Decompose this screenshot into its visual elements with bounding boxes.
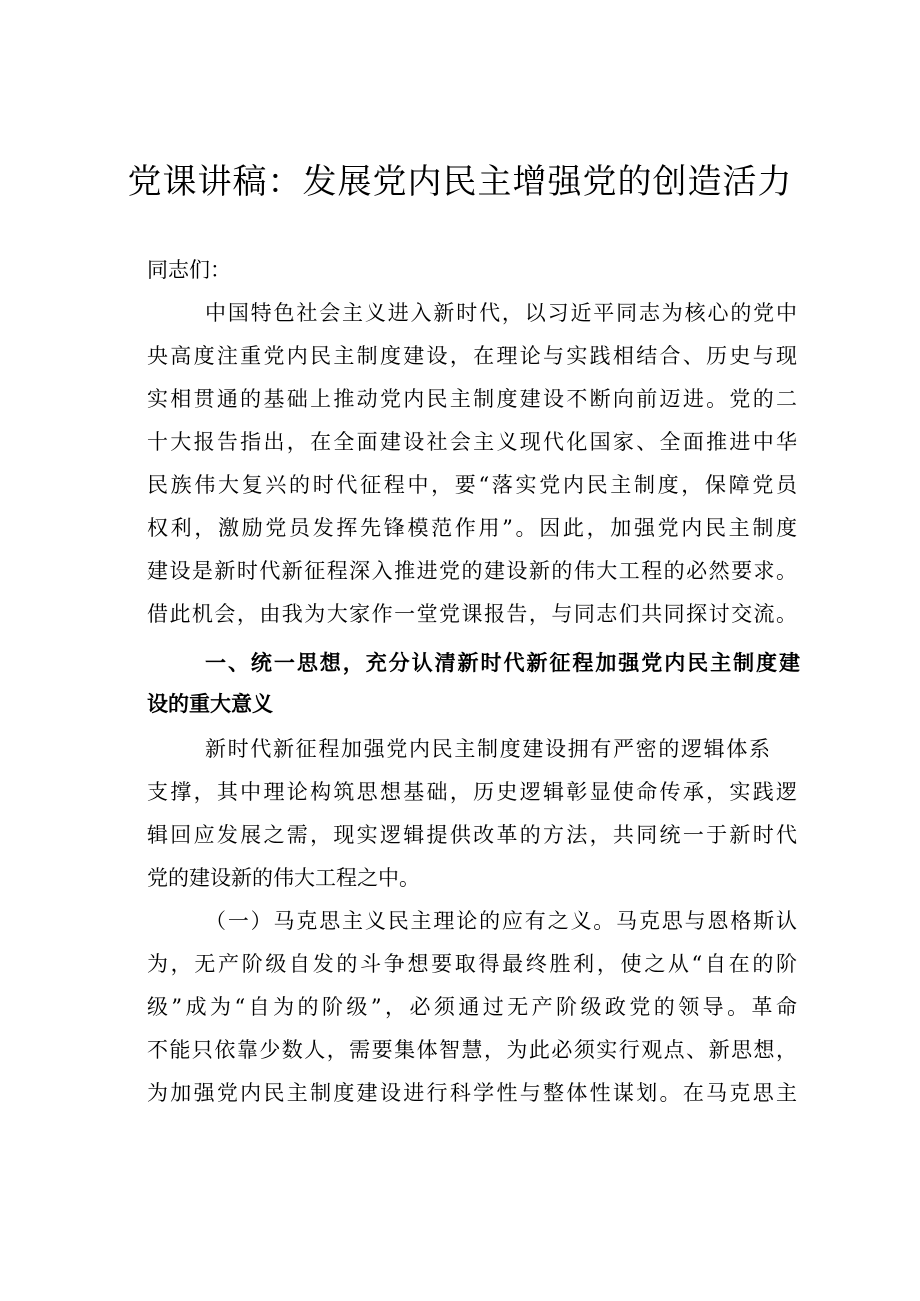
paragraph-line: 支撑，其中理论构筑思想基础，历史逻辑彰显使命传承，实践逻 [147, 780, 797, 804]
paragraph-line: 权利，激励党员发挥先锋模范作用”。因此，加强党内民主制度 [147, 516, 797, 540]
paragraph-line: 央高度注重党内民主制度建设，在理论与实践相结合、历史与现 [147, 344, 797, 368]
paragraph-line: 为加强党内民主制度建设进行科学性与整体性谋划。在马克思主 [147, 1081, 797, 1105]
section-heading: 设的重大意义 [147, 692, 273, 716]
paragraph-line: 辑回应发展之需，现实逻辑提供改革的方法，共同统一于新时代 [147, 823, 797, 847]
paragraph-line: 中国特色社会主义进入新时代，以习近平同志为核心的党中 [205, 301, 797, 325]
paragraph-line: 实相贯通的基础上推动党内民主制度建设不断向前迈进。党的二 [147, 387, 797, 411]
paragraph-line: 十大报告指出，在全面建设社会主义现代化国家、全面推进中华 [147, 430, 797, 454]
paragraph-line: 借此机会，由我为大家作一堂党课报告，与同志们共同探讨交流。 [147, 602, 797, 626]
paragraph-line: 不能只依靠少数人，需要集体智慧，为此必须实行观点、新思想， [147, 1038, 797, 1062]
paragraph-line: 级”成为“自为的阶级”，必须通过无产阶级政党的领导。革命 [147, 995, 797, 1019]
section-heading: 一、统一思想，充分认清新时代新征程加强党内民主制度建 [205, 651, 800, 675]
paragraph-line: 民族伟大复兴的时代征程中，要“落实党内民主制度，保障党员 [147, 473, 797, 497]
page-title: 党课讲稿：发展党内民主增强党的创造活力 [127, 162, 793, 202]
paragraph-line: 新时代新征程加强党内民主制度建设拥有严密的逻辑体系 [205, 737, 770, 761]
paragraph-line: 党的建设新的伟大工程之中。 [147, 866, 420, 890]
paragraph-line: 建设是新时代新征程深入推进党的建设新的伟大工程的必然要求。 [147, 559, 797, 583]
paragraph-line: （一）马克思主义民主理论的应有之义。马克思与恩格斯认 [205, 909, 797, 933]
salutation: 同志们： [147, 258, 231, 282]
paragraph-line: 为，无产阶级自发的斗争想要取得最终胜利，使之从“自在的阶 [147, 952, 797, 976]
